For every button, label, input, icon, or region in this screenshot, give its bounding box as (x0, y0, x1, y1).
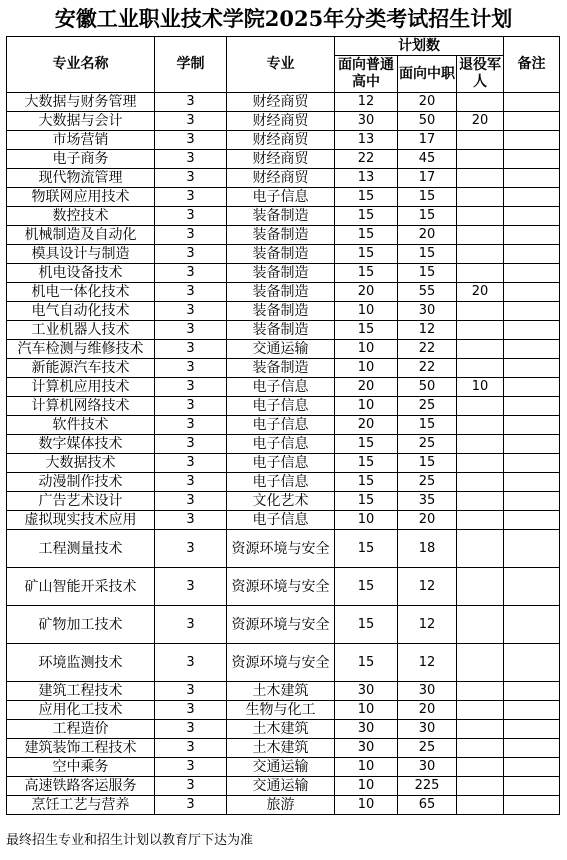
remarks-cell (504, 188, 560, 207)
major-name-cell: 机电设备技术 (7, 264, 155, 283)
remarks-cell (504, 454, 560, 473)
major-name-cell: 数字媒体技术 (7, 435, 155, 454)
general-high-cell: 12 (335, 93, 398, 112)
remarks-cell (504, 644, 560, 682)
major-name-cell: 大数据与财务管理 (7, 93, 155, 112)
header-general-high: 面向普通高中 (335, 56, 398, 93)
table-row (7, 758, 560, 777)
category-cell: 电子信息 (227, 435, 335, 454)
vocational-cell: 12 (398, 644, 457, 682)
remarks-cell (504, 720, 560, 739)
remarks-cell (504, 435, 560, 454)
table-row (7, 777, 560, 796)
vocational-cell: 15 (398, 454, 457, 473)
major-name-cell: 机电一体化技术 (7, 283, 155, 302)
major-name-cell: 计算机应用技术 (7, 378, 155, 397)
category-cell: 电子信息 (227, 473, 335, 492)
header-plan: 计划数 (335, 37, 504, 56)
veteran-cell (457, 796, 504, 815)
duration-cell: 3 (155, 416, 227, 435)
duration-cell: 3 (155, 644, 227, 682)
table-row (7, 682, 560, 701)
category-cell: 财经商贸 (227, 150, 335, 169)
major-name-cell: 电气自动化技术 (7, 302, 155, 321)
duration-cell: 3 (155, 321, 227, 340)
category-cell: 电子信息 (227, 416, 335, 435)
remarks-cell (504, 473, 560, 492)
vocational-cell: 12 (398, 606, 457, 644)
duration-cell: 3 (155, 758, 227, 777)
footer-note: 最终招生专业和招生计划以教育厅下达为准 (6, 833, 254, 848)
header-duration: 学制 (155, 37, 227, 93)
duration-cell: 3 (155, 188, 227, 207)
remarks-cell (504, 321, 560, 340)
duration-cell: 3 (155, 150, 227, 169)
table-row (7, 606, 560, 644)
duration-cell: 3 (155, 397, 227, 416)
remarks-cell (504, 112, 560, 131)
remarks-cell (504, 340, 560, 359)
remarks-cell (504, 777, 560, 796)
vocational-cell: 30 (398, 302, 457, 321)
duration-cell: 3 (155, 701, 227, 720)
veteran-cell (457, 530, 504, 568)
vocational-cell: 15 (398, 188, 457, 207)
table-row (7, 720, 560, 739)
category-cell: 装备制造 (227, 321, 335, 340)
table-row (7, 169, 560, 188)
veteran-cell (457, 302, 504, 321)
vocational-cell: 55 (398, 283, 457, 302)
general-high-cell: 22 (335, 150, 398, 169)
duration-cell: 3 (155, 264, 227, 283)
table-row (7, 644, 560, 682)
remarks-cell (504, 302, 560, 321)
major-name-cell: 大数据与会计 (7, 112, 155, 131)
remarks-cell (504, 264, 560, 283)
veteran-cell (457, 568, 504, 606)
category-cell: 电子信息 (227, 188, 335, 207)
general-high-cell: 10 (335, 340, 398, 359)
remarks-cell (504, 207, 560, 226)
veteran-cell (457, 758, 504, 777)
major-name-cell: 广告艺术设计 (7, 492, 155, 511)
major-name-cell: 数控技术 (7, 207, 155, 226)
vocational-cell: 22 (398, 359, 457, 378)
category-cell: 交通运输 (227, 758, 335, 777)
general-high-cell: 13 (335, 169, 398, 188)
table-row (7, 188, 560, 207)
major-name-cell: 烹饪工艺与营养 (7, 796, 155, 815)
general-high-cell: 15 (335, 473, 398, 492)
category-cell: 装备制造 (227, 283, 335, 302)
table-row (7, 112, 560, 131)
duration-cell: 3 (155, 340, 227, 359)
major-name-cell: 矿山智能开采技术 (7, 568, 155, 606)
duration-cell: 3 (155, 568, 227, 606)
vocational-cell: 20 (398, 93, 457, 112)
general-high-cell: 30 (335, 682, 398, 701)
duration-cell: 3 (155, 378, 227, 397)
table-row (7, 454, 560, 473)
remarks-cell (504, 701, 560, 720)
table-row (7, 473, 560, 492)
category-cell: 装备制造 (227, 207, 335, 226)
table-row (7, 207, 560, 226)
major-name-cell: 工业机器人技术 (7, 321, 155, 340)
vocational-cell: 50 (398, 112, 457, 131)
category-cell: 财经商贸 (227, 93, 335, 112)
table-row (7, 416, 560, 435)
category-cell: 财经商贸 (227, 169, 335, 188)
general-high-cell: 15 (335, 530, 398, 568)
veteran-cell (457, 169, 504, 188)
veteran-cell (457, 93, 504, 112)
category-cell: 装备制造 (227, 226, 335, 245)
general-high-cell: 15 (335, 321, 398, 340)
category-cell: 财经商贸 (227, 131, 335, 150)
general-high-cell: 10 (335, 511, 398, 530)
major-name-cell: 机械制造及自动化 (7, 226, 155, 245)
table-row (7, 264, 560, 283)
duration-cell: 3 (155, 511, 227, 530)
remarks-cell (504, 150, 560, 169)
vocational-cell: 17 (398, 169, 457, 188)
general-high-cell: 15 (335, 435, 398, 454)
duration-cell: 3 (155, 245, 227, 264)
veteran-cell (457, 321, 504, 340)
header-veterans: 退役军人 (457, 56, 504, 93)
table-row (7, 150, 560, 169)
category-cell: 土木建筑 (227, 682, 335, 701)
general-high-cell: 30 (335, 112, 398, 131)
table-row (7, 701, 560, 720)
vocational-cell: 65 (398, 796, 457, 815)
duration-cell: 3 (155, 302, 227, 321)
category-cell: 装备制造 (227, 264, 335, 283)
duration-cell: 3 (155, 777, 227, 796)
veteran-cell (457, 207, 504, 226)
veteran-cell (457, 340, 504, 359)
vocational-cell: 25 (398, 739, 457, 758)
major-name-cell: 现代物流管理 (7, 169, 155, 188)
major-name-cell: 大数据技术 (7, 454, 155, 473)
enrollment-plan-table (6, 36, 560, 815)
duration-cell: 3 (155, 530, 227, 568)
header-category: 专业 (227, 37, 335, 93)
general-high-cell: 20 (335, 416, 398, 435)
remarks-cell (504, 245, 560, 264)
major-name-cell: 模具设计与制造 (7, 245, 155, 264)
vocational-cell: 15 (398, 416, 457, 435)
veteran-cell (457, 359, 504, 378)
general-high-cell: 10 (335, 777, 398, 796)
table-row (7, 435, 560, 454)
remarks-cell (504, 682, 560, 701)
vocational-cell: 17 (398, 131, 457, 150)
general-high-cell: 10 (335, 302, 398, 321)
table-body (7, 93, 560, 815)
duration-cell: 3 (155, 682, 227, 701)
vocational-cell: 50 (398, 378, 457, 397)
header-major-name: 专业名称 (7, 37, 155, 93)
table-row (7, 739, 560, 758)
table-row (7, 796, 560, 815)
major-name-cell: 建筑工程技术 (7, 682, 155, 701)
remarks-cell (504, 758, 560, 777)
table-row (7, 397, 560, 416)
category-cell: 生物与化工 (227, 701, 335, 720)
major-name-cell: 高速铁路客运服务 (7, 777, 155, 796)
veteran-cell (457, 454, 504, 473)
duration-cell: 3 (155, 226, 227, 245)
table-row (7, 283, 560, 302)
category-cell: 资源环境与安全 (227, 530, 335, 568)
table-row (7, 530, 560, 568)
duration-cell: 3 (155, 112, 227, 131)
veteran-cell (457, 701, 504, 720)
veteran-cell: 20 (457, 283, 504, 302)
vocational-cell: 225 (398, 777, 457, 796)
table-row (7, 492, 560, 511)
remarks-cell (504, 416, 560, 435)
major-name-cell: 汽车检测与维修技术 (7, 340, 155, 359)
category-cell: 电子信息 (227, 378, 335, 397)
table-row (7, 93, 560, 112)
vocational-cell: 20 (398, 511, 457, 530)
header-vocational: 面向中职 (398, 56, 457, 93)
vocational-cell: 18 (398, 530, 457, 568)
veteran-cell: 20 (457, 112, 504, 131)
duration-cell: 3 (155, 606, 227, 644)
vocational-cell: 20 (398, 701, 457, 720)
remarks-cell (504, 93, 560, 112)
general-high-cell: 15 (335, 568, 398, 606)
major-name-cell: 工程造价 (7, 720, 155, 739)
vocational-cell: 22 (398, 340, 457, 359)
general-high-cell: 30 (335, 720, 398, 739)
veteran-cell (457, 492, 504, 511)
remarks-cell (504, 131, 560, 150)
vocational-cell: 15 (398, 264, 457, 283)
major-name-cell: 空中乘务 (7, 758, 155, 777)
veteran-cell (457, 777, 504, 796)
general-high-cell: 13 (335, 131, 398, 150)
duration-cell: 3 (155, 93, 227, 112)
general-high-cell: 10 (335, 758, 398, 777)
general-high-cell: 15 (335, 644, 398, 682)
category-cell: 资源环境与安全 (227, 644, 335, 682)
vocational-cell: 30 (398, 720, 457, 739)
duration-cell: 3 (155, 207, 227, 226)
duration-cell: 3 (155, 169, 227, 188)
general-high-cell: 15 (335, 207, 398, 226)
general-high-cell: 15 (335, 226, 398, 245)
general-high-cell: 15 (335, 454, 398, 473)
table-row (7, 226, 560, 245)
duration-cell: 3 (155, 131, 227, 150)
category-cell: 电子信息 (227, 397, 335, 416)
veteran-cell (457, 644, 504, 682)
category-cell: 资源环境与安全 (227, 606, 335, 644)
duration-cell: 3 (155, 283, 227, 302)
vocational-cell: 25 (398, 473, 457, 492)
category-cell: 装备制造 (227, 302, 335, 321)
vocational-cell: 15 (398, 245, 457, 264)
general-high-cell: 15 (335, 188, 398, 207)
vocational-cell: 25 (398, 435, 457, 454)
general-high-cell: 10 (335, 359, 398, 378)
remarks-cell (504, 511, 560, 530)
veteran-cell (457, 150, 504, 169)
remarks-cell (504, 283, 560, 302)
major-name-cell: 应用化工技术 (7, 701, 155, 720)
general-high-cell: 20 (335, 378, 398, 397)
major-name-cell: 工程测量技术 (7, 530, 155, 568)
remarks-cell (504, 226, 560, 245)
veteran-cell (457, 264, 504, 283)
major-name-cell: 建筑装饰工程技术 (7, 739, 155, 758)
duration-cell: 3 (155, 359, 227, 378)
table-row (7, 359, 560, 378)
general-high-cell: 20 (335, 283, 398, 302)
veteran-cell (457, 473, 504, 492)
general-high-cell: 15 (335, 264, 398, 283)
major-name-cell: 矿物加工技术 (7, 606, 155, 644)
major-name-cell: 电子商务 (7, 150, 155, 169)
table-row (7, 378, 560, 397)
veteran-cell (457, 416, 504, 435)
page-title: 安徽工业职业技术学院2025年分类考试招生计划 (54, 6, 513, 31)
category-cell: 装备制造 (227, 359, 335, 378)
duration-cell: 3 (155, 454, 227, 473)
table-row (7, 131, 560, 150)
major-name-cell: 动漫制作技术 (7, 473, 155, 492)
remarks-cell (504, 378, 560, 397)
vocational-cell: 15 (398, 207, 457, 226)
table-row (7, 245, 560, 264)
duration-cell: 3 (155, 720, 227, 739)
remarks-cell (504, 530, 560, 568)
duration-cell: 3 (155, 492, 227, 511)
general-high-cell: 15 (335, 492, 398, 511)
veteran-cell (457, 511, 504, 530)
category-cell: 交通运输 (227, 777, 335, 796)
table-row (7, 568, 560, 606)
table-row (7, 302, 560, 321)
remarks-cell (504, 492, 560, 511)
general-high-cell: 15 (335, 606, 398, 644)
header-remarks: 备注 (504, 37, 560, 93)
vocational-cell: 30 (398, 682, 457, 701)
general-high-cell: 10 (335, 397, 398, 416)
category-cell: 文化艺术 (227, 492, 335, 511)
vocational-cell: 25 (398, 397, 457, 416)
table-row (7, 340, 560, 359)
duration-cell: 3 (155, 796, 227, 815)
category-cell: 土木建筑 (227, 739, 335, 758)
duration-cell: 3 (155, 739, 227, 758)
veteran-cell (457, 245, 504, 264)
veteran-cell (457, 188, 504, 207)
major-name-cell: 市场营销 (7, 131, 155, 150)
general-high-cell: 15 (335, 245, 398, 264)
category-cell: 土木建筑 (227, 720, 335, 739)
major-name-cell: 软件技术 (7, 416, 155, 435)
category-cell: 电子信息 (227, 511, 335, 530)
major-name-cell: 虚拟现实技术应用 (7, 511, 155, 530)
veteran-cell (457, 682, 504, 701)
category-cell: 财经商贸 (227, 112, 335, 131)
duration-cell: 3 (155, 473, 227, 492)
category-cell: 旅游 (227, 796, 335, 815)
major-name-cell: 环境监测技术 (7, 644, 155, 682)
veteran-cell (457, 606, 504, 644)
vocational-cell: 35 (398, 492, 457, 511)
remarks-cell (504, 397, 560, 416)
table-row (7, 321, 560, 340)
remarks-cell (504, 739, 560, 758)
category-cell: 电子信息 (227, 454, 335, 473)
major-name-cell: 计算机网络技术 (7, 397, 155, 416)
veteran-cell (457, 720, 504, 739)
veteran-cell (457, 739, 504, 758)
vocational-cell: 12 (398, 321, 457, 340)
remarks-cell (504, 359, 560, 378)
vocational-cell: 20 (398, 226, 457, 245)
category-cell: 装备制造 (227, 245, 335, 264)
vocational-cell: 30 (398, 758, 457, 777)
veteran-cell (457, 131, 504, 150)
category-cell: 交通运输 (227, 340, 335, 359)
veteran-cell (457, 435, 504, 454)
remarks-cell (504, 606, 560, 644)
general-high-cell: 30 (335, 739, 398, 758)
table-row (7, 511, 560, 530)
veteran-cell (457, 397, 504, 416)
duration-cell: 3 (155, 435, 227, 454)
vocational-cell: 12 (398, 568, 457, 606)
major-name-cell: 物联网应用技术 (7, 188, 155, 207)
remarks-cell (504, 796, 560, 815)
veteran-cell: 10 (457, 378, 504, 397)
category-cell: 资源环境与安全 (227, 568, 335, 606)
remarks-cell (504, 169, 560, 188)
veteran-cell (457, 226, 504, 245)
major-name-cell: 新能源汽车技术 (7, 359, 155, 378)
remarks-cell (504, 568, 560, 606)
vocational-cell: 45 (398, 150, 457, 169)
general-high-cell: 10 (335, 701, 398, 720)
general-high-cell: 10 (335, 796, 398, 815)
